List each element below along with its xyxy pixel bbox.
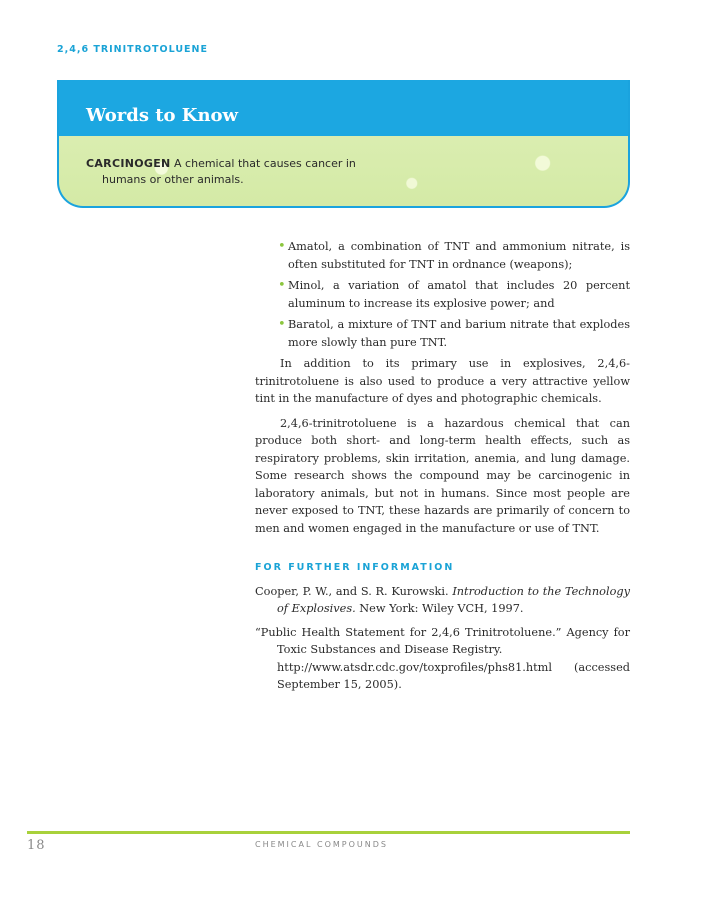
list-item [255,238,630,273]
list-item-text: Amatol, a combination of TNT and ammonium nitrate, is often substituted for TNT in ordnance (weapons); [288,240,630,271]
reference-accessed: (accessed [574,660,630,674]
reference-date: September 15, 2005). [277,678,402,691]
reference-text: “Public Health Statement for 2,4,6 Trinitrotoluene.” Agency for Toxic Substances and Disease Registry. [255,625,630,656]
list-item [255,316,630,351]
glossary-entry [86,156,392,188]
reference-title: Introduction to the Technology of Explosives. [277,584,630,615]
list-item-text: Baratol, a mixture of TNT and barium nitrate that explodes more slowly than pure TNT. [288,318,630,349]
reference-url[interactable]: http://www.atsdr.cdc.gov/toxprofiles/phs81.html [277,660,553,674]
words-to-know-title: Words to Know [86,105,239,126]
list-item [255,277,630,312]
bullet-icon: • [278,239,286,254]
words-to-know-box [57,80,630,208]
main-text [255,238,630,694]
explosive-variants-list [255,238,630,351]
reference-item [255,624,630,659]
reference-authors: Cooper, P. W., and S. R. Kurowski. [255,584,449,598]
list-item-text: Minol, a variation of amatol that includes 20 percent aluminum to increase its explosive power; and [288,279,630,310]
running-head: 2,4,6 TRINITROTOLUENE [57,44,208,55]
glossary-term: CARCINOGEN [86,157,171,170]
words-to-know-header [59,80,628,136]
further-info-heading: FOR FURTHER INFORMATION [255,562,455,573]
footer-book-title: CHEMICAL COMPOUNDS [255,840,388,849]
glossary-definition: A chemical that causes cancer in humans or other animals. [102,157,356,186]
reference-url-line [255,659,630,677]
reference-date-line [255,676,630,694]
page-number: 18 [27,838,46,853]
paragraph-hazards: 2,4,6-trinitrotoluene is a hazardous chemical that can produce both short- and long-term health effects, such as respiratory problems, skin irritation, anemia, and lung damage. Some research shows the compound may be carcinogenic in laboratory animals, but not in humans. Since most people are never exposed to TNT, these hazards are primarily of concern to men and women engaged in the manufacture or use of TNT. [255,416,630,535]
reference-item [255,583,630,618]
footer-rule [27,831,630,834]
bullet-icon: • [278,278,286,293]
reference-publisher: New York: Wiley VCH, 1997. [359,602,524,615]
bullet-icon: • [278,317,286,332]
paragraph-uses: In addition to its primary use in explosives, 2,4,6-trinitrotoluene is also used to produce a very attractive yellow tint in the manufacture of dyes and photographic chemicals. [255,357,630,405]
